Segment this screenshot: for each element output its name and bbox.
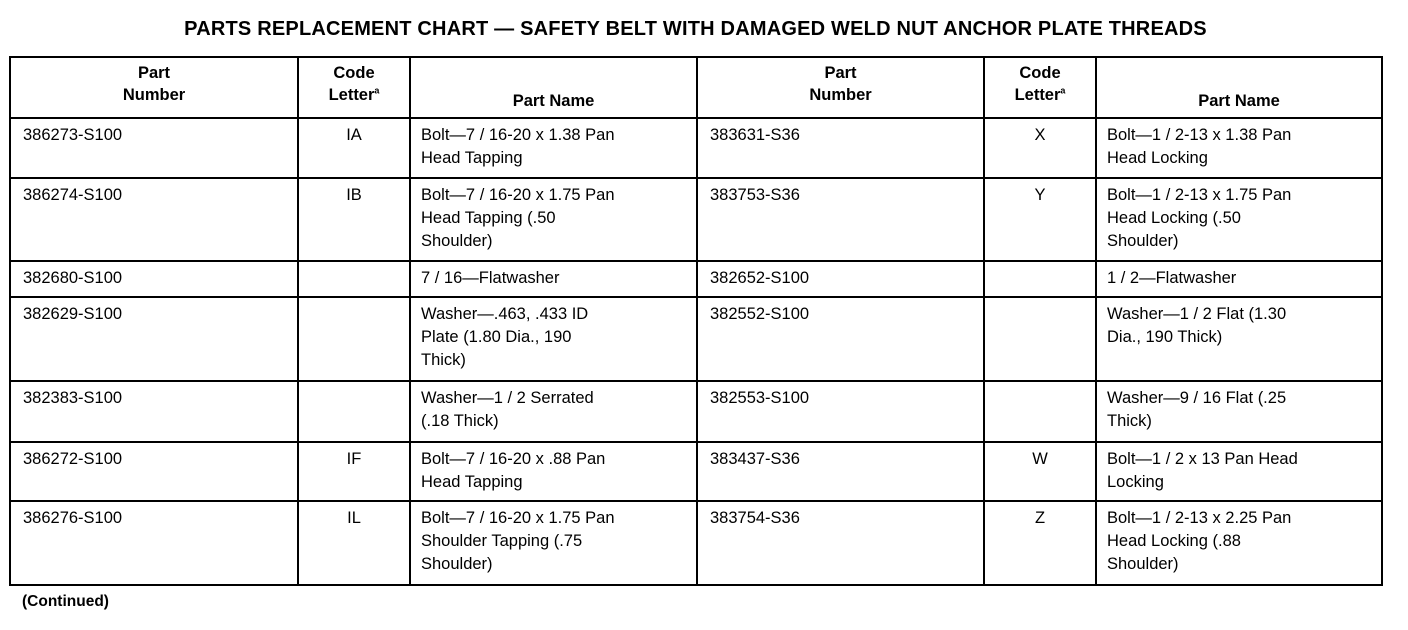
part-name-cell: 7 / 16—Flatwasher bbox=[410, 261, 697, 297]
part-number-cell: 386274-S100 bbox=[10, 178, 298, 261]
code-letter-cell: Y bbox=[984, 178, 1096, 261]
code-letter-cell: Z bbox=[984, 501, 1096, 585]
part-number-cell: 382680-S100 bbox=[10, 261, 298, 297]
part-number-cell: 383753-S36 bbox=[697, 178, 984, 261]
part-number-cell: 382553-S100 bbox=[697, 381, 984, 442]
table-row bbox=[10, 297, 1382, 381]
part-name-cell: Bolt—7 / 16-20 x 1.75 Pan Head Tapping (.50 Shoulder) bbox=[410, 178, 697, 261]
header-part-name: Part Name bbox=[410, 57, 697, 118]
part-number-cell: 383437-S36 bbox=[697, 442, 984, 501]
part-name-cell: 1 / 2—Flatwasher bbox=[1096, 261, 1382, 297]
code-letter-cell bbox=[984, 381, 1096, 442]
table-row bbox=[10, 501, 1382, 585]
code-letter-cell: IL bbox=[298, 501, 410, 585]
continued-note: (Continued) bbox=[22, 593, 109, 610]
header-code-letter: Code Letter$^a$ bbox=[298, 57, 410, 118]
part-name-cell: Bolt—7 / 16-20 x 1.38 Pan Head Tapping bbox=[410, 118, 697, 178]
header-part-number: Part Number bbox=[697, 57, 984, 118]
part-name-cell: Bolt—1 / 2-13 x 2.25 Pan Head Locking (.88 Shoulder) bbox=[1096, 501, 1382, 585]
code-letter-cell bbox=[298, 297, 410, 381]
table-row bbox=[10, 442, 1382, 501]
part-number-cell: 382552-S100 bbox=[697, 297, 984, 381]
code-letter-cell: IB bbox=[298, 178, 410, 261]
footnote-marker: a bbox=[374, 85, 380, 96]
code-letter-cell: X bbox=[984, 118, 1096, 178]
code-letter-cell bbox=[298, 381, 410, 442]
part-name-cell: Bolt—7 / 16-20 x .88 Pan Head Tapping bbox=[410, 442, 697, 501]
header-code-letter: Code Letter$^a$ bbox=[984, 57, 1096, 118]
code-letter-cell: W bbox=[984, 442, 1096, 501]
part-name-cell: Washer—1 / 2 Flat (1.30 Dia., 190 Thick) bbox=[1096, 297, 1382, 381]
code-letter-cell: IF bbox=[298, 442, 410, 501]
part-name-cell: Bolt—1 / 2-13 x 1.38 Pan Head Locking bbox=[1096, 118, 1382, 178]
part-name-cell: Washer—.463, .433 ID Plate (1.80 Dia., 190 Thick) bbox=[410, 297, 697, 381]
part-name-cell: Bolt—1 / 2 x 13 Pan Head Locking bbox=[1096, 442, 1382, 501]
header-part-number: Part Number bbox=[10, 57, 298, 118]
table-row bbox=[10, 261, 1382, 297]
footnote-marker: a bbox=[1060, 85, 1066, 96]
part-number-cell: 383631-S36 bbox=[697, 118, 984, 178]
table-row bbox=[10, 118, 1382, 178]
code-letter-cell bbox=[298, 261, 410, 297]
part-name-cell: Washer—9 / 16 Flat (.25 Thick) bbox=[1096, 381, 1382, 442]
part-number-cell: 382652-S100 bbox=[697, 261, 984, 297]
part-number-cell: 383754-S36 bbox=[697, 501, 984, 585]
part-name-cell: Bolt—7 / 16-20 x 1.75 Pan Shoulder Tapping (.75 Shoulder) bbox=[410, 501, 697, 585]
part-number-cell: 386273-S100 bbox=[10, 118, 298, 178]
part-name-cell: Bolt—1 / 2-13 x 1.75 Pan Head Locking (.50 Shoulder) bbox=[1096, 178, 1382, 261]
table-row bbox=[10, 178, 1382, 261]
parts-table bbox=[9, 56, 1383, 586]
part-number-cell: 382383-S100 bbox=[10, 381, 298, 442]
code-letter-cell bbox=[984, 297, 1096, 381]
header-part-name: Part Name bbox=[1096, 57, 1382, 118]
part-number-cell: 386272-S100 bbox=[10, 442, 298, 501]
code-letter-cell: IA bbox=[298, 118, 410, 178]
part-name-cell: Washer—1 / 2 Serrated (.18 Thick) bbox=[410, 381, 697, 442]
code-letter-cell bbox=[984, 261, 1096, 297]
table-header-row bbox=[10, 57, 1382, 118]
part-number-cell: 386276-S100 bbox=[10, 501, 298, 585]
chart-title: PARTS REPLACEMENT CHART — SAFETY BELT WITH DAMAGED WELD NUT ANCHOR PLATE THREADS bbox=[184, 18, 1207, 40]
table-row bbox=[10, 381, 1382, 442]
part-number-cell: 382629-S100 bbox=[10, 297, 298, 381]
